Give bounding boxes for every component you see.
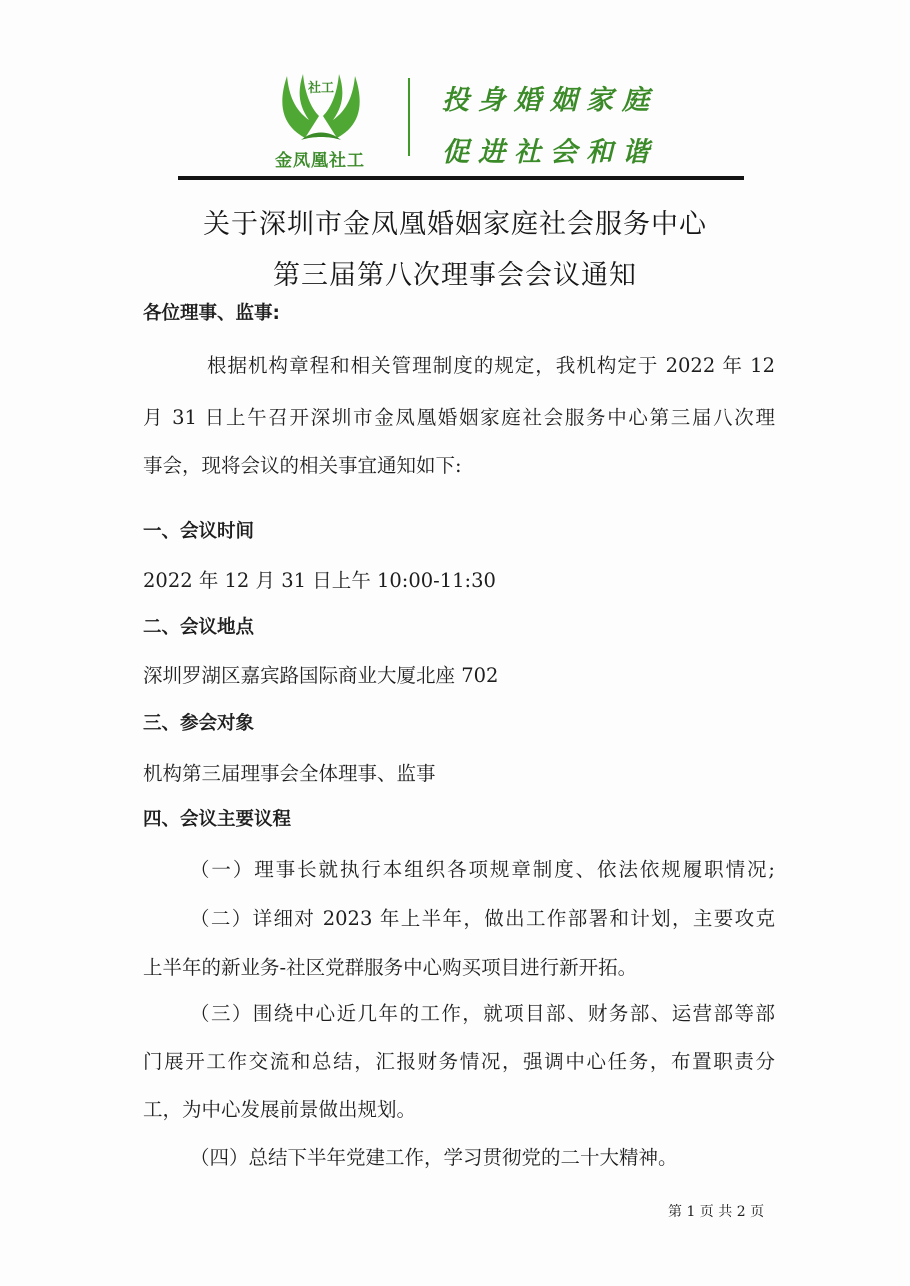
section-place-heading: 二、会议地点: [143, 617, 255, 638]
header-rule: [178, 176, 744, 180]
header-divider: [408, 78, 410, 156]
agenda-item-3-line-2: 门展开工作交流和总结，汇报财务情况，强调中心任务，布置职责分: [143, 1050, 775, 1073]
intro-line-1: 根据机构章程和相关管理制度的规定，我机构定于 2022 年 12: [207, 354, 775, 377]
section-time-value: 2022 年 12 月 31 日上午 10:00-11:30: [143, 569, 496, 592]
intro-line-3: 事会，现将会议的相关事宜通知如下:: [143, 454, 462, 477]
document-title-line-2: 第三届第八次理事会会议通知: [273, 260, 637, 291]
intro-line-2: 月 31 日上午召开深圳市金凤凰婚姻家庭社会服务中心第三届八次理: [143, 406, 775, 429]
agenda-item-4: （四）总结下半年党建工作，学习贯彻党的二十大精神。: [190, 1146, 678, 1169]
section-attendees-value: 机构第三届理事会全体理事、监事: [143, 762, 436, 785]
agenda-item-1: （一）理事长就执行本组织各项规章制度、依法依规履职情况;: [190, 858, 775, 881]
document-title-line-1: 关于深圳市金凤凰婚姻家庭社会服务中心: [203, 209, 707, 240]
section-place-value: 深圳罗湖区嘉宾路国际商业大厦北座 702: [143, 664, 499, 687]
organization-logo: [255, 66, 385, 171]
page-number: 第 1 页 共 2 页: [668, 1204, 765, 1220]
logo-caption: 金凤凰社工: [275, 151, 365, 171]
agenda-item-2-line-1: （二）详细对 2023 年上半年，做出工作部署和计划，主要攻克: [190, 907, 775, 930]
salutation: 各位理事、监事:: [143, 303, 280, 324]
section-attendees-heading: 三、参会对象: [143, 713, 255, 734]
phoenix-wings-icon: [275, 66, 367, 144]
logo-badge-text: 社工: [307, 81, 335, 96]
agenda-item-2-line-2: 上半年的新业务-社区党群服务中心购买项目进行新开拓。: [143, 956, 638, 979]
slogan-line-1: 投身婚姻家庭: [442, 85, 658, 116]
section-time-heading: 一、会议时间: [143, 521, 255, 542]
slogan-line-2: 促进社会和谐: [442, 137, 658, 168]
section-agenda-heading: 四、会议主要议程: [143, 809, 292, 830]
agenda-item-3-line-3: 工，为中心发展前景做出规划。: [143, 1098, 417, 1121]
agenda-item-3-line-1: （三）围绕中心近几年的工作，就项目部、财务部、运营部等部: [190, 1002, 775, 1025]
